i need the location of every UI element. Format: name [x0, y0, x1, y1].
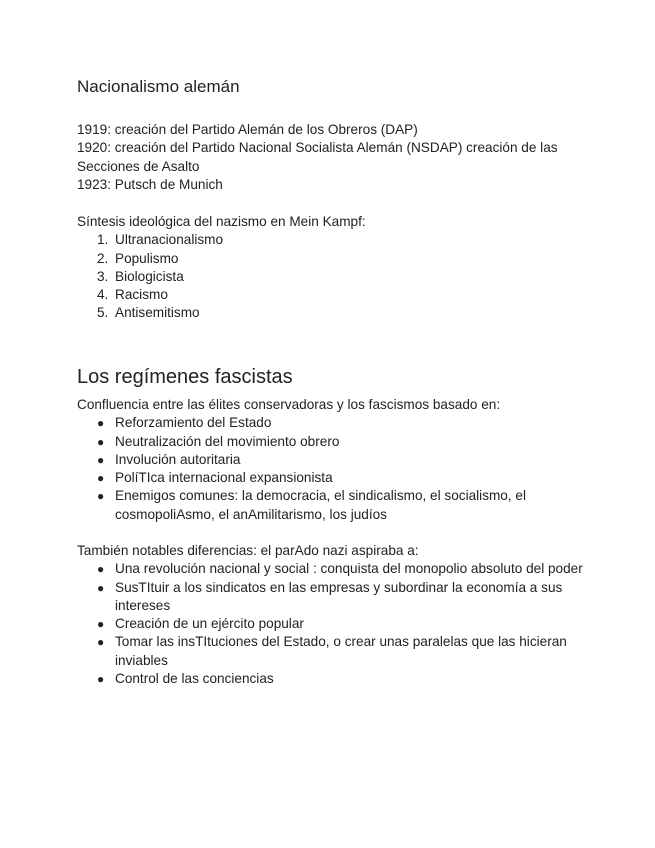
- confluence-block: [77, 396, 597, 524]
- differences-list: [77, 560, 597, 688]
- list-item-text: Enemigos comunes: la democracia, el sindicalismo, el socialismo, el cosmopoliAsmo, el anAmilitarismo, los judíos: [115, 488, 527, 522]
- list-item: [77, 250, 597, 268]
- list-number: 2.: [97, 250, 109, 266]
- timeline-1923: 1923: Putsch de Munich: [77, 176, 223, 192]
- list-item-text: Tomar las insTItuciones del Estado, o crear unas paralelas que las hicieran inviables: [115, 634, 567, 668]
- list-item: [77, 633, 597, 670]
- list-item-text: Una revolución nacional y social : conquista del monopolio absoluto del poder: [115, 561, 583, 577]
- list-item: [77, 469, 597, 487]
- list-number: 1.: [97, 232, 109, 248]
- list-item-text: Control de las conciencias: [115, 671, 274, 687]
- list-item: [77, 304, 597, 322]
- bullet-icon: ●: [97, 617, 105, 632]
- confluence-intro: Confluencia entre las élites conservadoras y los fascismos basado en:: [77, 397, 501, 412]
- timeline-1919: 1919: creación del Partido Alemán de los Obreros (DAP): [77, 122, 418, 137]
- heading-regimenes-fascistas: Los regímenes fascistas: [77, 366, 293, 388]
- synthesis-list: [77, 231, 597, 322]
- list-item-text: Biologicista: [115, 268, 184, 284]
- heading-nacionalismo-aleman: Nacionalismo alemán: [77, 77, 240, 96]
- list-number: 3.: [97, 268, 109, 284]
- bullet-icon: ●: [97, 489, 105, 504]
- list-item: [77, 579, 597, 616]
- confluence-list: [77, 414, 597, 524]
- list-item-text: Creación de un ejército popular: [115, 616, 304, 632]
- bullet-icon: ●: [97, 635, 105, 650]
- list-item-text: Reforzamiento del Estado: [115, 415, 272, 431]
- bullet-icon: ●: [97, 452, 105, 467]
- bullet-icon: ●: [97, 471, 105, 486]
- list-item-text: Populismo: [115, 250, 179, 266]
- list-item: [77, 268, 597, 286]
- bullet-icon: ●: [97, 434, 105, 449]
- list-number: 4.: [97, 287, 109, 303]
- list-item-text: Involución autoritaria: [115, 451, 241, 467]
- synthesis-block: [77, 213, 597, 323]
- bullet-icon: ●: [97, 416, 105, 431]
- list-number: 5.: [97, 305, 109, 321]
- differences-block: [77, 542, 597, 688]
- list-item-text: Racismo: [115, 287, 168, 303]
- list-item: [77, 670, 597, 688]
- list-item: [77, 615, 597, 633]
- list-item: [77, 414, 597, 432]
- list-item: [77, 560, 597, 578]
- list-item-text: Antisemitismo: [115, 305, 200, 321]
- list-item-text: PolíTIca internacional expansionista: [115, 470, 333, 486]
- timeline-1920: 1920: creación del Partido Nacional Socialista Alemán (NSDAP) creación de las Secciones de Asalto: [77, 140, 558, 174]
- list-item: [77, 433, 597, 451]
- synthesis-intro: Síntesis ideológica del nazismo en Mein Kampf:: [77, 214, 366, 229]
- list-item: [77, 231, 597, 249]
- list-item: [77, 286, 597, 304]
- list-item: [77, 487, 597, 524]
- list-item-text: SusTItuir a los sindicatos en las empresas y subordinar la economía a sus intereses: [115, 579, 563, 613]
- bullet-icon: ●: [97, 580, 105, 595]
- list-item: [77, 451, 597, 469]
- list-item-text: Neutralización del movimiento obrero: [115, 433, 340, 449]
- timeline-block: [77, 121, 597, 194]
- list-item-text: Ultranacionalismo: [115, 232, 224, 248]
- differences-intro: También notables diferencias: el parAdo nazi aspiraba a:: [77, 543, 419, 558]
- bullet-icon: ●: [97, 672, 105, 687]
- bullet-icon: ●: [97, 562, 105, 577]
